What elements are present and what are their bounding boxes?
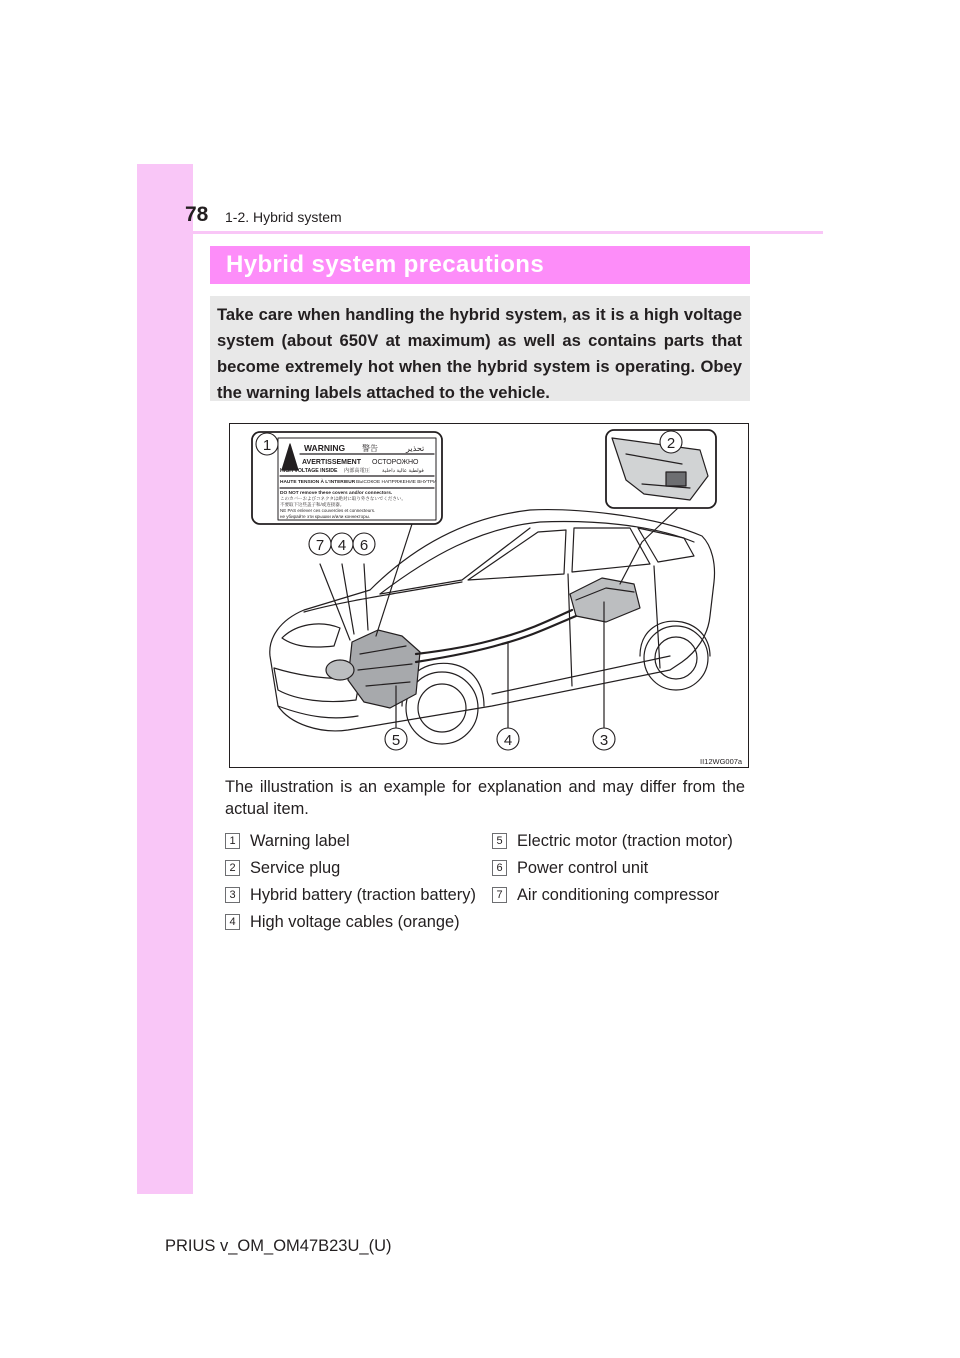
label-line6: NE PAS enlever ces couvercles et connecteurs. <box>280 508 376 513</box>
legend-item <box>225 831 350 851</box>
legend-number: 1 <box>225 833 240 849</box>
legend-item <box>492 831 733 851</box>
legend-number: 4 <box>225 914 240 930</box>
legend-item <box>225 912 460 932</box>
callout-4b: 4 <box>503 732 513 749</box>
legend-label: Warning label <box>250 832 350 850</box>
engine-assembly <box>348 630 420 708</box>
label-warning-en: WARNING <box>304 443 346 453</box>
legend-item <box>492 885 719 905</box>
callout-6: 6 <box>359 537 369 554</box>
label-line1-jp: 内部高電圧 <box>344 468 370 474</box>
side-band <box>137 164 193 1194</box>
footer-document-code: PRIUS v_OM_OM47B23U_(U) <box>165 1237 392 1255</box>
legend-number: 5 <box>492 833 507 849</box>
legend-label: Hybrid battery (traction battery) <box>250 886 476 904</box>
label-warning-fr: AVERTISSEMENT <box>302 459 361 466</box>
hybrid-battery <box>570 578 640 622</box>
legend-label: High voltage cables (orange) <box>250 913 460 931</box>
legend-label: Electric motor (traction motor) <box>517 832 733 850</box>
legend-label: Power control unit <box>517 859 649 877</box>
callout-2: 2 <box>666 435 676 452</box>
legend-item <box>225 885 476 905</box>
door-line-rear <box>654 566 660 668</box>
hybrid-system-illustration <box>229 423 749 768</box>
illustration-code: II12WG007a <box>700 757 743 766</box>
vehicle-drawing <box>230 424 749 768</box>
callout-1: 1 <box>262 437 272 454</box>
bumper-line <box>278 706 358 718</box>
callout-5: 5 <box>391 732 401 749</box>
page-number: 78 <box>185 203 209 226</box>
label-line5: 不要取下这些盖子和/或连接器。 <box>280 502 345 507</box>
ac-compressor <box>326 660 354 680</box>
label-line2-ru: ВЫСОКОЕ НАПРЯЖЕНИЕ ВНУТРИ <box>356 480 437 485</box>
header-rule <box>193 231 823 234</box>
legend-item <box>492 858 648 878</box>
label-warning-ar: تحذير <box>406 444 425 453</box>
label-line4: このカバーおよびコネクタは絶対に取り外さないでください。 <box>280 496 406 501</box>
callout-3: 3 <box>599 732 609 749</box>
legend-item <box>225 858 340 878</box>
label-line1-en: HIGH VOLTAGE INSIDE <box>280 468 338 474</box>
legend-number: 3 <box>225 887 240 903</box>
section-title-bar <box>210 246 750 284</box>
breadcrumb: 1-2. Hybrid system <box>225 209 342 225</box>
hood-line <box>304 582 462 612</box>
label-line3: DO NOT remove these covers and/or connectors. <box>280 491 393 496</box>
callout-4: 4 <box>337 537 347 554</box>
door-line <box>568 574 572 686</box>
label-warning-jp: 警告 <box>362 444 378 453</box>
label-line7: не убирайте эти крышки и/или коннекторы. <box>280 514 371 519</box>
label-line1-ar: فولطية عالية داخلية <box>382 468 424 474</box>
intro-box <box>210 296 750 401</box>
label-line2-fr: HAUTE TENSION À L'INTERIEUR <box>280 480 356 485</box>
callout-7: 7 <box>315 537 325 554</box>
legend-label: Service plug <box>250 859 341 877</box>
headlight <box>282 624 340 647</box>
legend-number: 6 <box>492 860 507 876</box>
intro-text: Take care when handling the hybrid system, as it is a high voltage system (about 650V at maximum) as well as contains parts that become extremely hot when the hybrid system is operating. Obey the warning labels attached to the vehicle. <box>217 305 742 402</box>
legend-number: 7 <box>492 887 507 903</box>
legend-label: Air conditioning compressor <box>517 886 720 904</box>
legend-number: 2 <box>225 860 240 876</box>
label-warning-ru: ОСТОРОЖНО <box>372 459 419 466</box>
section-title: Hybrid system precautions <box>226 251 545 278</box>
illustration-note: The illustration is an example for explanation and may differ from the actual item. <box>225 778 745 818</box>
rear-wheel <box>644 626 708 690</box>
